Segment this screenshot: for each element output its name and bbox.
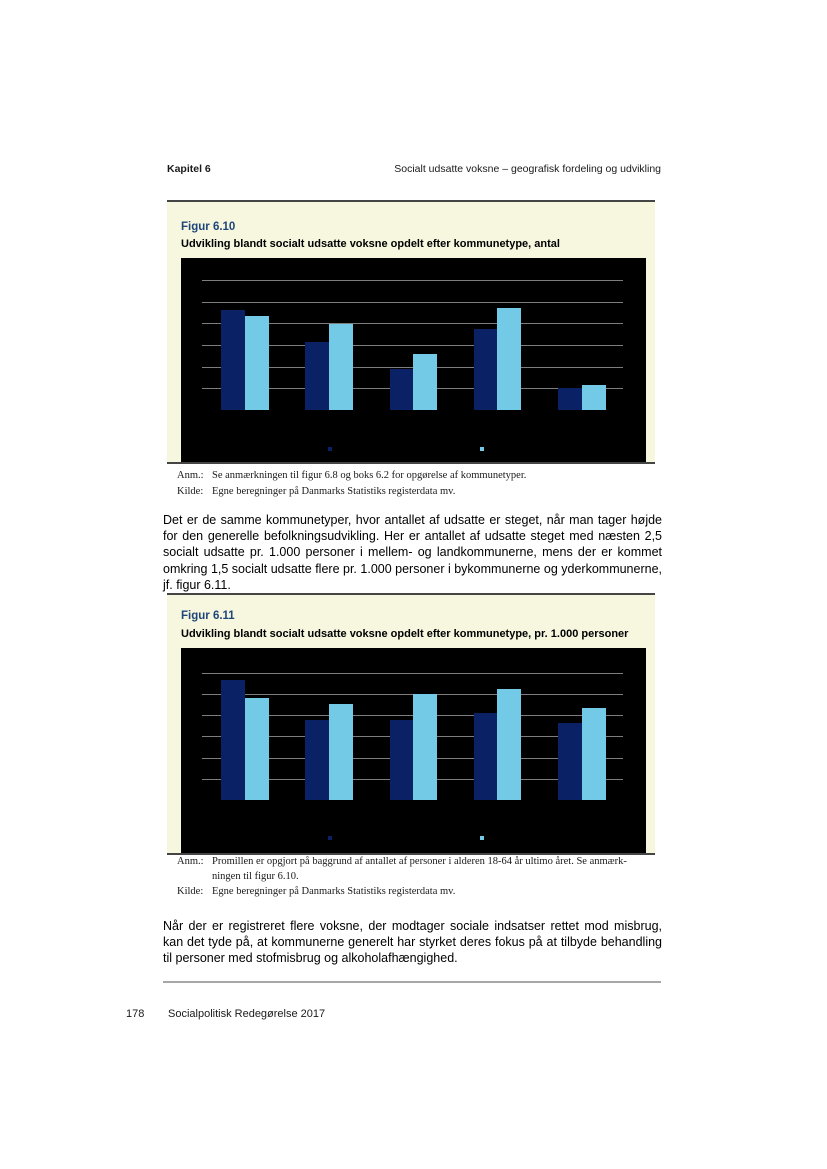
bar — [582, 385, 606, 410]
bar — [497, 308, 521, 410]
legend-marker — [480, 836, 484, 840]
figure-source — [177, 486, 455, 497]
note-label: Anm.: — [177, 470, 204, 481]
note-text: Se anmærkningen til figur 6.8 og boks 6.2 for opgørelse af kommunetyper. — [212, 470, 527, 481]
body-paragraph-2: Når der er registreret flere voksne, der modtager sociale indsatser rettet mod misbrug, kan det tyde på, at kommunerne generelt har styrket deres fokus på at tilbyde behandling til personer med stofmisbrug og alkoholafhængighed. — [163, 919, 662, 966]
note-text-continued: ningen til figur 6.10. — [212, 871, 299, 882]
chart-area-6-10 — [181, 258, 646, 462]
footer-rule — [163, 981, 661, 983]
bar — [221, 310, 245, 410]
chart-area-6-11 — [181, 648, 646, 853]
figure-label: Figur 6.10 — [181, 221, 236, 233]
note-label: Anm.: — [177, 856, 204, 867]
bar — [413, 354, 437, 410]
page-number: 178 — [126, 1008, 145, 1020]
figure-note — [177, 856, 627, 867]
source-label: Kilde: — [177, 486, 204, 497]
bar — [474, 329, 498, 410]
bar — [558, 723, 582, 800]
bar — [474, 713, 498, 800]
note-text: Promillen er opgjort på baggrund af antallet af personer i alderen 18-64 år ultimo året. Se anmærk- — [212, 856, 627, 867]
bar — [413, 694, 437, 800]
bar — [245, 316, 269, 410]
legend-marker — [328, 447, 332, 451]
bar — [497, 689, 521, 800]
figure-subtitle: Udvikling blandt socialt udsatte voksne opdelt efter kommunetype, pr. 1.000 personer — [181, 628, 629, 640]
source-text: Egne beregninger på Danmarks Statistiks registerdata mv. — [212, 886, 456, 897]
body-paragraph-1: Det er de samme kommunetyper, hvor antallet af udsatte er steget, når man tager højde for den generelle befolkningsudvikling. Her er antallet af udsatte steget med næsten 2,5 socialt udsatte pr. 1.000 personer i mellem- og landkommunerne, mens der er kommet omkring 1,5 socialt udsatte flere pr. 1.000 personer i bykommunerne og yderkommunerne, jf. figur 6.11. — [163, 513, 662, 592]
figure-source — [177, 886, 455, 897]
bar — [329, 324, 353, 410]
gridline — [202, 280, 623, 281]
bar — [582, 708, 606, 800]
legend-marker — [328, 836, 332, 840]
header-title: Socialt udsatte voksne – geografisk fordeling og udvikling — [394, 163, 661, 175]
source-text: Egne beregninger på Danmarks Statistiks registerdata mv. — [212, 486, 456, 497]
gridline — [202, 302, 623, 303]
bar — [390, 720, 414, 800]
bar — [558, 388, 582, 410]
header-chapter: Kapitel 6 — [167, 163, 211, 175]
gridline — [202, 673, 623, 674]
bar — [329, 704, 353, 800]
bar — [305, 720, 329, 800]
bar — [221, 680, 245, 800]
source-label: Kilde: — [177, 886, 204, 897]
bar — [245, 698, 269, 800]
legend-marker — [480, 447, 484, 451]
figure-subtitle: Udvikling blandt socialt udsatte voksne opdelt efter kommunetype, antal — [181, 238, 560, 250]
figure-note — [177, 470, 526, 481]
bar — [305, 342, 329, 410]
publication-title: Socialpolitisk Redegørelse 2017 — [168, 1008, 326, 1020]
figure-box-6-10 — [167, 200, 655, 464]
figure-box-6-11 — [167, 593, 655, 855]
bar — [390, 369, 414, 410]
figure-label: Figur 6.11 — [181, 610, 235, 622]
